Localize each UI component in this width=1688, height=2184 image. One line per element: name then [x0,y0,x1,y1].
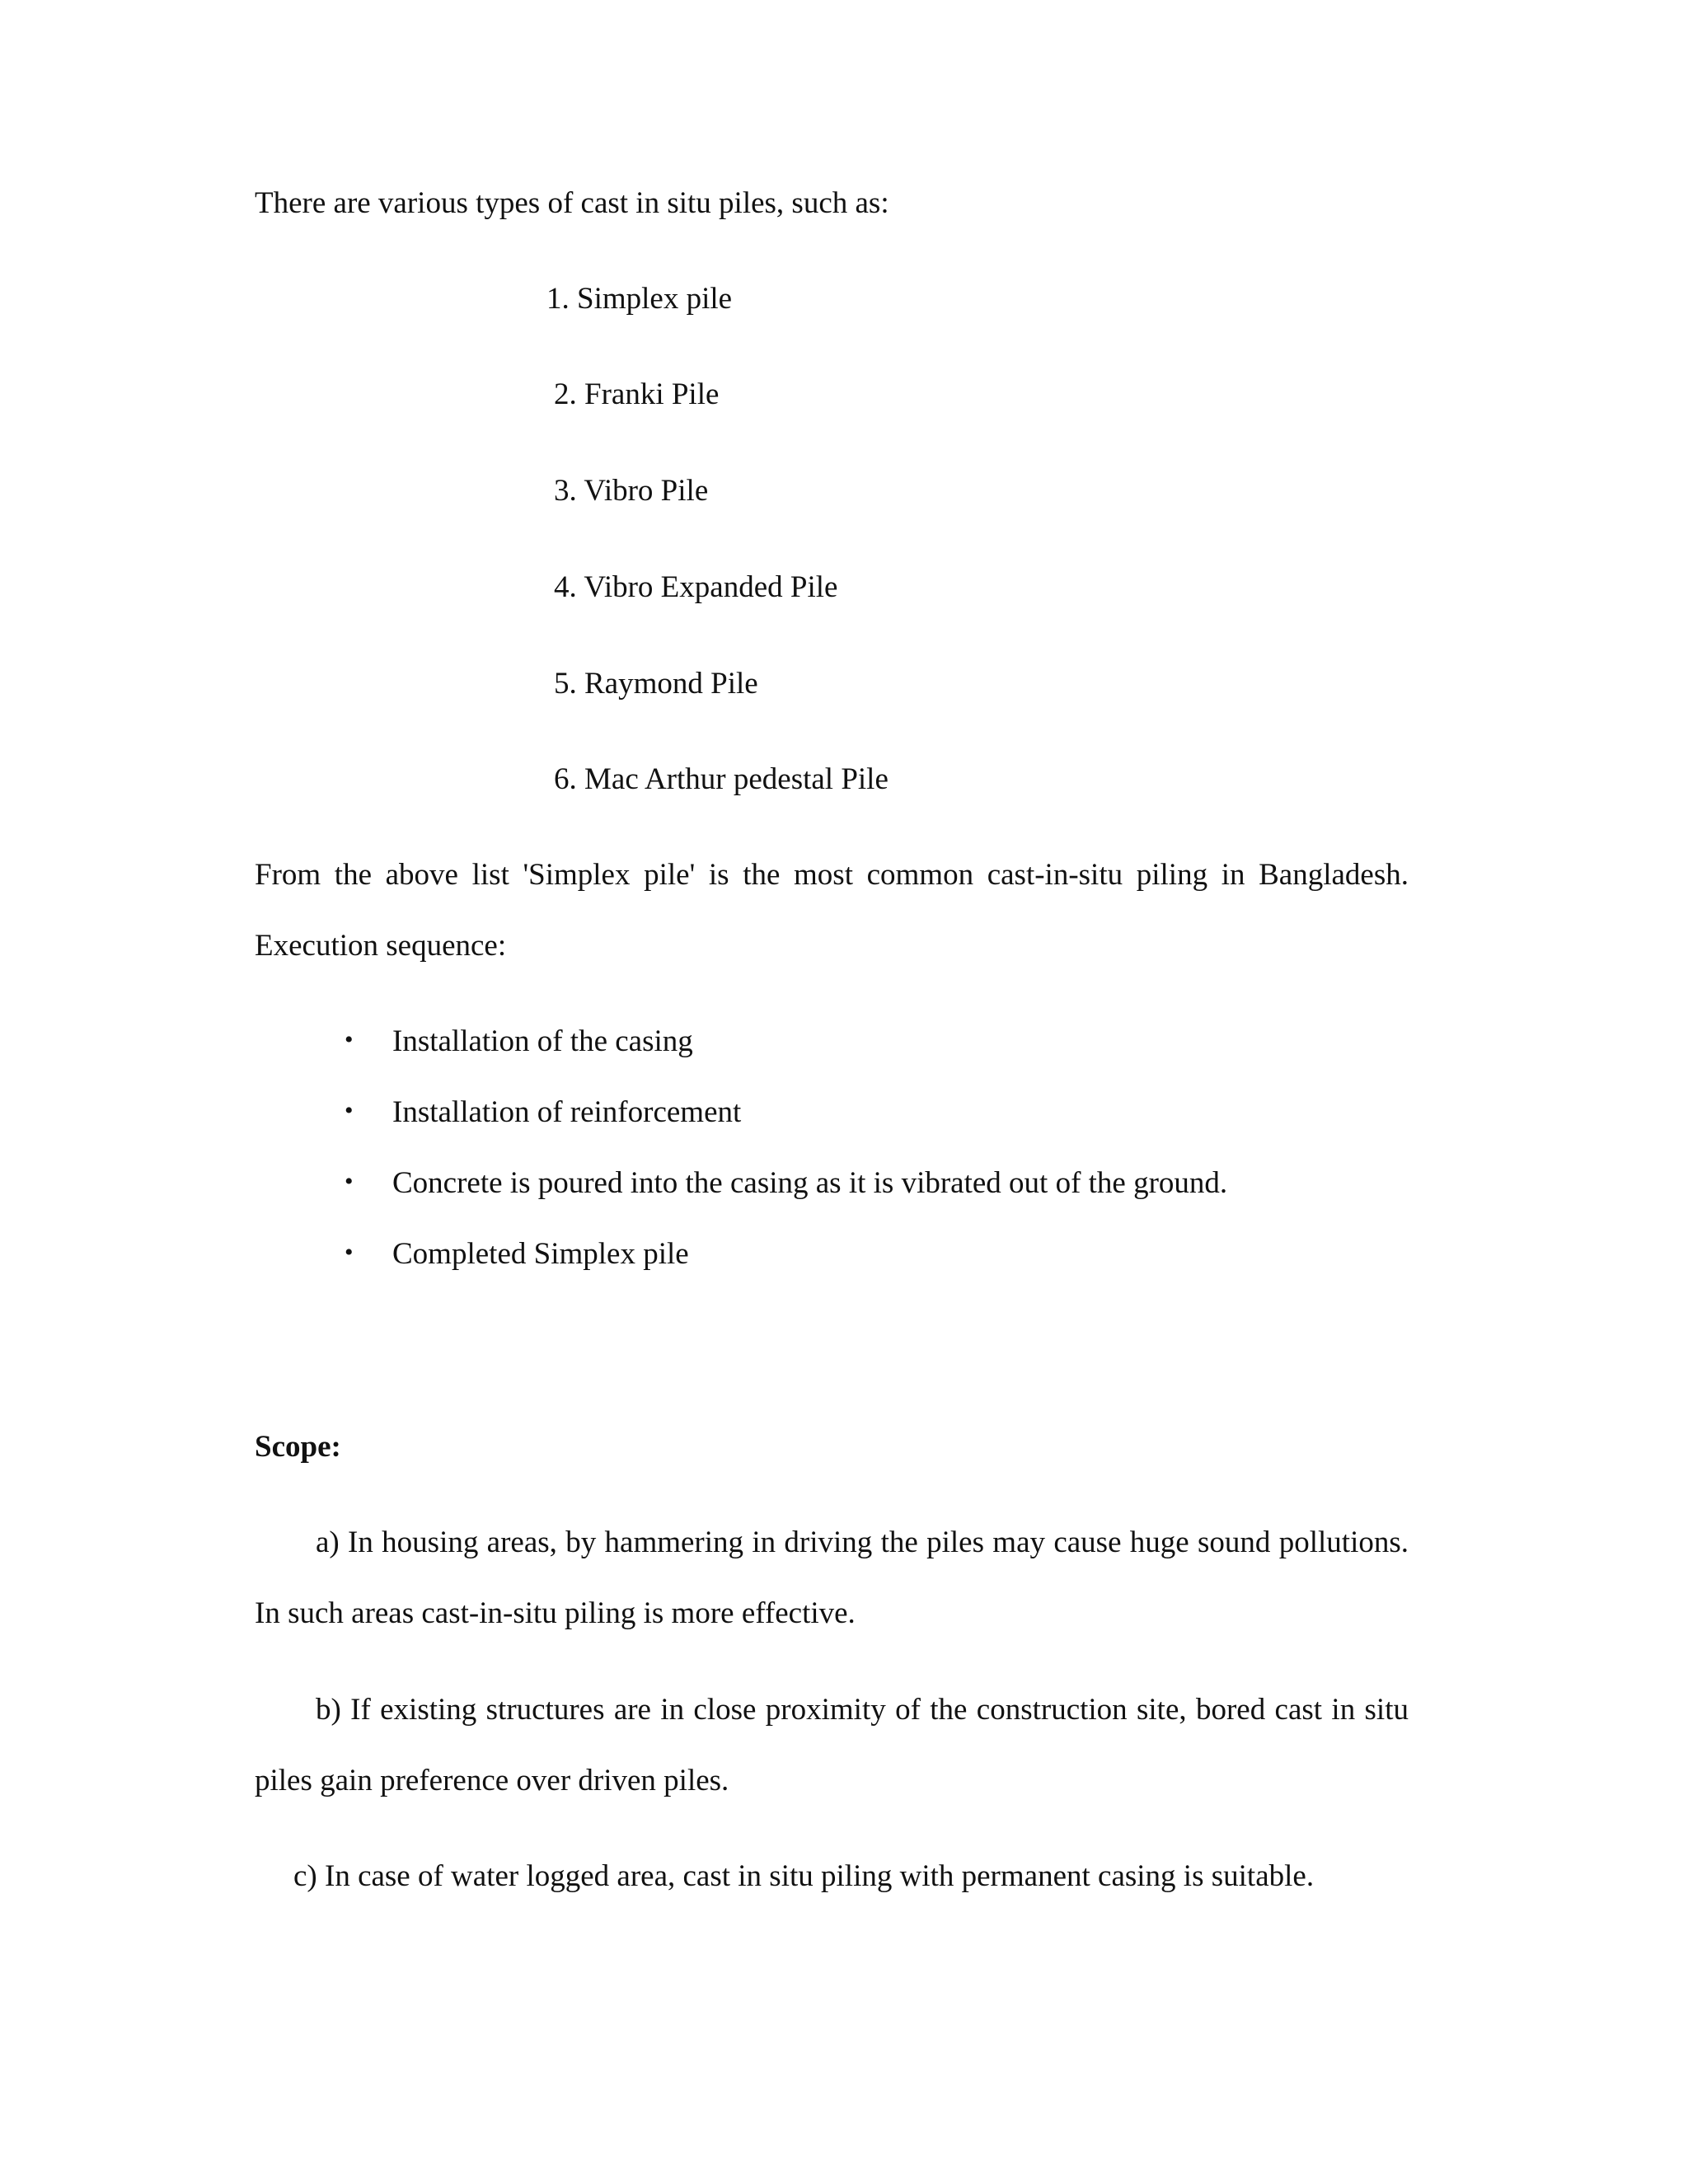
list-item: 5. Raymond Pile [554,667,758,701]
bullet-icon: • [345,1168,354,1195]
scope-item-a-line2: In such areas cast-in-situ piling is more effective. [255,1596,856,1630]
step-text: Concrete is poured into the casing as it is vibrated out of the ground. [392,1166,1228,1200]
step-text: Installation of the casing [392,1024,693,1058]
scope-item-a-line1: a) In housing areas, by hammering in driving the piles may cause huge sound pollutions. [316,1526,1409,1559]
list-item [345,1026,693,1057]
bullet-icon: • [345,1026,354,1053]
scope-item-c: c) In case of water logged area, cast in situ piling with permanent casing is suitable. [293,1859,1315,1893]
list-item [345,1168,1227,1198]
bullet-icon: • [345,1239,354,1266]
list-item: 6. Mac Arthur pedestal Pile [554,762,889,796]
intro-text: There are various types of cast in situ piles, such as: [255,186,889,220]
common-statement: From the above list 'Simplex pile' is the most common cast-in-situ piling in Bangladesh. [255,858,1409,892]
step-text: Completed Simplex pile [392,1237,689,1271]
scope-item-b-line2: piles gain preference over driven piles. [255,1764,729,1797]
scope-item-b-line1: b) If existing structures are in close proximity of the construction site, bored cast in situ [316,1693,1409,1727]
list-item: 3. Vibro Pile [554,474,709,508]
list-item [345,1097,741,1127]
list-item [345,1239,689,1269]
bullet-icon: • [345,1097,354,1124]
step-text: Installation of reinforcement [392,1095,742,1129]
scope-heading: Scope: [255,1430,341,1464]
list-item: 2. Franki Pile [554,377,720,411]
list-item: 1. Simplex pile [546,282,733,316]
list-item: 4. Vibro Expanded Pile [554,570,838,604]
execution-heading: Execution sequence: [255,929,507,963]
